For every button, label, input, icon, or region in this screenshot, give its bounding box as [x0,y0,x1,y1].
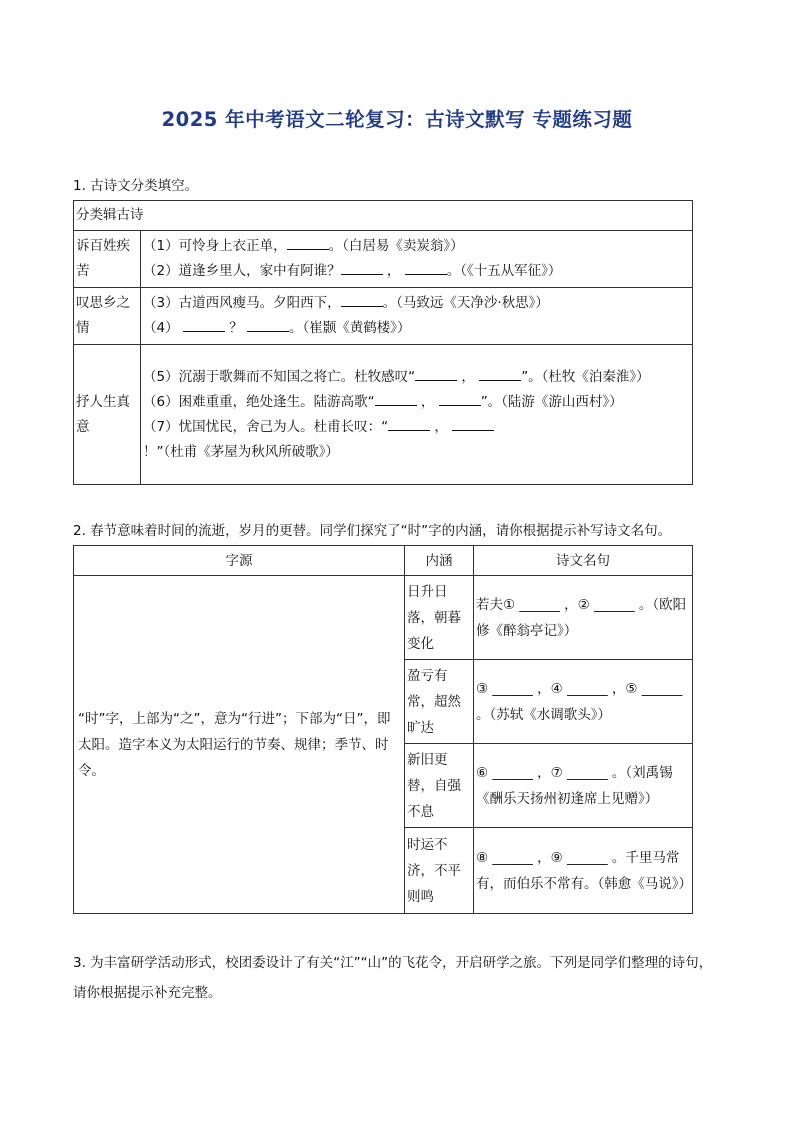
question-2-table [73,545,693,914]
verse-text: （1）可怜身上衣正单， [143,238,287,254]
category-cell: 诉百姓疾苦 [74,231,141,288]
answer-blank[interactable] [415,368,457,381]
question-1-prompt: 1. 古诗文分类填空。 [73,178,199,194]
verse-line: （5）沉溺于歌舞而不知国之将亡。杜牧感叹“ ， ”。（杜牧《泊秦淮》） [143,368,650,385]
verse-cell: ⑧ ______ ，⑨ ______ 。千里马常有，而伯乐不常有。（韩愈《马说》） [474,828,693,914]
verse-line [143,316,690,341]
answer-blank[interactable] [247,319,289,332]
verse-cell [141,288,693,345]
answer-blank[interactable] [452,418,494,431]
question-3-prompt: 3. 为丰富研学活动形式，校团委设计了有关“江”“山”的飞花令，开启研学之旅。下列是同学们整理的诗句，请你根据提示补充完整。 [73,955,713,1001]
verse-cell: ③ ______ ，④ ______ ，⑤ ______ 。（苏轼《水调歌头》） [474,660,693,744]
verse-text: ”。（杜牧《泊秦淮》） [521,368,650,385]
verse-line: （6）困难重重，绝处逢生。陆游高歌“ ， ”。（陆游《游山西村》） [143,393,623,410]
verse-cell: ⑥ ______ ，⑦ ______ 。（刘禹锡《酬乐天扬州初逢席上见赠》） [474,744,693,828]
answer-blank[interactable] [388,418,430,431]
verse-text: （4） [143,320,183,336]
column-header: 内涵 [405,546,474,576]
table-header: 分类辑古诗 [74,201,693,231]
verse-text: ”（杜甫《茅屋为秋风所破歌》） [156,443,339,460]
verse-text: （5）沉溺于歌舞而不知国之将亡。杜牧感叹“ [143,368,416,385]
category-cell: 抒人生真意 [74,345,141,485]
answer-blank[interactable] [439,393,481,406]
answer-blank[interactable] [341,294,383,307]
meaning-cell: 盈亏有常，超然旷达 [405,660,474,744]
verse-cell [141,231,693,288]
verse-text: 。（马致远《天净沙·秋思》） [382,295,549,311]
question-1-table [73,200,693,485]
verse-text: （6）困难重重，绝处逢生。陆游高歌“ [143,393,375,410]
meaning-cell: 日升日落，朝暮变化 [405,576,474,660]
answer-blank[interactable] [375,393,417,406]
verse-text: ！ [143,443,157,460]
answer-blank[interactable] [287,237,329,250]
verse-text: ？ [229,320,243,336]
category-cell: 叹思乡之情 [74,288,141,345]
verse-line: （2）道逢乡里人，家中有阿谁？ ， 。（《十五从军征》） [143,263,562,279]
page-title: 2025 年中考语文二轮复习：古诗文默写 专题练习题 [161,108,633,131]
verse-line: （7）忧国忧民，舍己为人。杜甫长叹：“ ， ！”（杜甫《茅屋为秋风所破歌》） [143,415,690,465]
meaning-cell: 时运不济，不平则鸣 [405,828,474,914]
verse-line [143,234,690,259]
column-header: 诗文名句 [474,546,693,576]
verse-text: （7）忧国忧民，舍己为人。杜甫长叹：“ [143,418,389,435]
column-header: 字源 [74,546,405,576]
verse-text: （2）道逢乡里人，家中有阿谁？ [143,263,341,279]
answer-blank[interactable] [479,368,521,381]
answer-blank[interactable] [405,262,447,275]
origin-cell: “时”字，上部为“之”，意为“行进”；下部为“日”，即太阳。造字本义为太阳运行的节奏、规律；季节、时令。 [74,576,405,914]
meaning-cell: 新旧更替，自强不息 [405,744,474,828]
verse-text: ”。（陆游《游山西村》） [480,393,623,410]
verse-text: 。（崔颢《黄鹤楼》） [288,320,411,336]
verse-line [143,291,690,316]
answer-blank[interactable] [183,319,225,332]
answer-blank[interactable] [341,262,383,275]
question-2-prompt: 2. 春节意味着时间的流逝，岁月的更替。同学们探究了“时”字的内涵，请你根据提示补写诗文名句。 [73,523,672,539]
verse-cell: 若夫① ______ ，② ______ 。（欧阳修《醉翁亭记》） [474,576,693,660]
verse-text: 。（白居易《卖炭翁》） [328,238,464,254]
verse-text: （3）古道西风瘦马。夕阳西下， [143,295,341,311]
verse-cell [141,345,693,485]
verse-text: 。（《十五从军征》） [446,263,562,279]
